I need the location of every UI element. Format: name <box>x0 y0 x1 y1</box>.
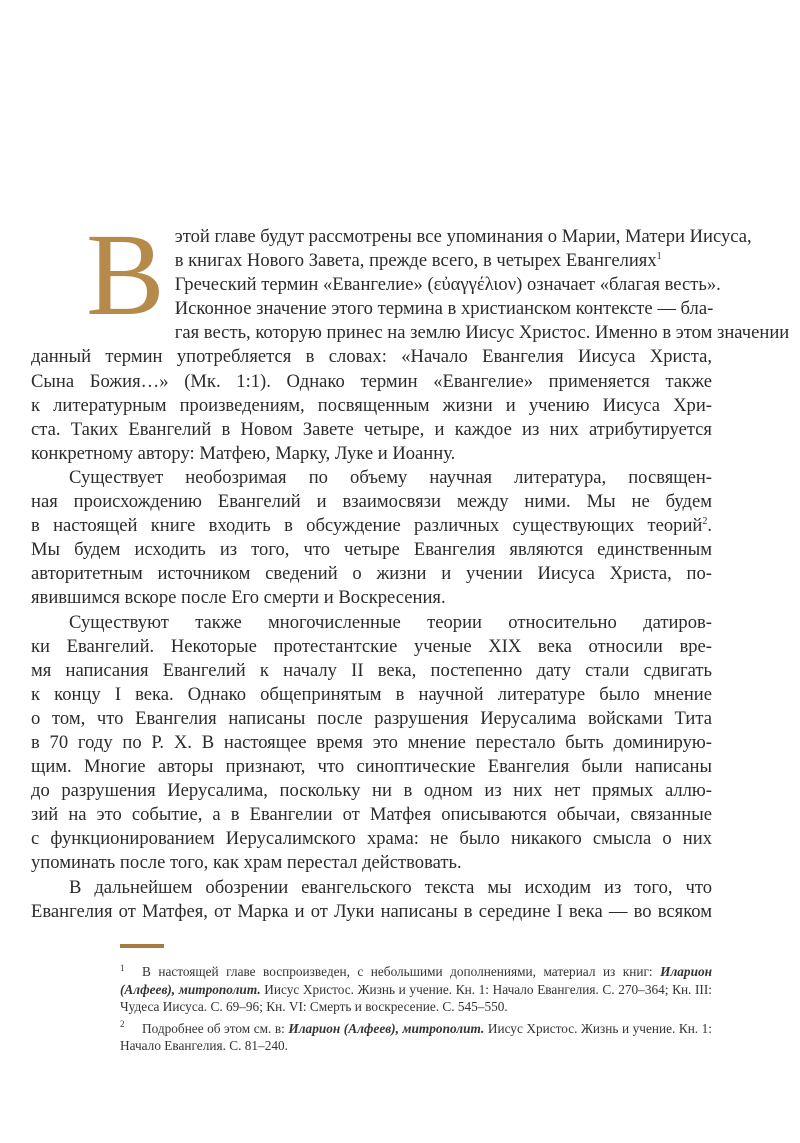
text-line <box>88 249 712 273</box>
text-line: гая весть, которую принес на землю Иисус Христос. Именно в этом значении <box>174 322 790 344</box>
footnote-ref-1[interactable]: 1 <box>656 250 662 262</box>
text-line: к концу I века. Однако общепринятым в научной литературе было мнение <box>31 683 712 705</box>
text-line: Существует необозримая по объему научная литература, посвящен- <box>69 466 712 488</box>
text-line: упоминать после того, как храм перестал действовать. <box>31 852 462 874</box>
text-line: с функционированием Иерусалимского храма: не было никакого смысла о них <box>31 828 712 850</box>
text-line-content: в настоящей книге входить в обсуждение различных существующих теорий <box>31 515 703 537</box>
text-line: о том, что Евангелия написаны после разрушения Иерусалима войсками Тита <box>31 707 712 729</box>
text-line: Сына Божия…» (Мк. 1:1). Однако термин «Евангелие» применяется также <box>31 370 712 392</box>
text-line: этой главе будут рассмотрены все упоминания о Марии, Матери Иисуса, <box>174 226 752 247</box>
text-line: Существуют также многочисленные теории относительно датиров- <box>69 611 712 633</box>
footnote-text: В настоящей главе воспроизведен, с небольшими дополнениями, материал из книг: <box>142 964 661 979</box>
text-line: данный термин употребляется в словах: «Начало Евангелия Иисуса Христа, <box>31 346 712 368</box>
text-line: до разрушения Иерусалима, поскольку ни в одном из них нет прямых аллю- <box>31 780 712 802</box>
text-line: ста. Таких Евангелий в Новом Завете четыре, и каждое из них атрибутируется <box>31 418 712 440</box>
text-line: ки Евангелий. Некоторые протестантские ученые XIX века относили вре- <box>31 635 712 657</box>
footnote-text: Подробнее об этом см. в: <box>142 1020 289 1036</box>
text-line: явившимся вскоре после Его смерти и Воскресения. <box>31 587 446 609</box>
paragraph-2 <box>31 466 712 611</box>
paragraph-1 <box>31 209 790 466</box>
text-line: Греческий термин «Евангелие» (εὐαγγέλιον) означает «благая весть». <box>174 274 721 296</box>
text-line: ная происхождению Евангелий и взаимосвязи между ними. Мы не будем <box>31 491 712 513</box>
text-line: Исконное значение этого термина в христианском контексте — бла- <box>174 298 714 320</box>
text-line: мя написания Евангелий к началу II века, постепенно дату стали сдвигать <box>31 659 712 681</box>
text-line: зий на это событие, а в Евангелии от Матфея описываются обычаи, связанные <box>31 804 712 826</box>
footnote-author: Иларион (Алфеев), митрополит. <box>288 1020 485 1036</box>
text-line-content: в книгах Нового Завета, прежде всего, в четырех Евангелиях <box>174 250 657 272</box>
drop-cap: В <box>86 209 165 340</box>
footnote-separator <box>120 944 164 948</box>
text-line: в настоящей книге входить в обсуждение различных существующих теорий$^2$. <box>31 515 712 537</box>
text-line: Евангелия от Матфея, от Марка и от Луки написаны в середине I века — во всяком <box>31 900 712 922</box>
footnote-author: Иларион (Алфеев), митрополит. <box>120 964 712 997</box>
paragraph-4 <box>31 876 712 924</box>
text-line: к литературным произведениям, посвященным жизни и учению Иисуса Хри- <box>31 394 712 416</box>
text-line: В дальнейшем обозрении евангельского текста мы исходим из того, что <box>69 876 712 898</box>
footnote-text: Иисус Христос. Жизнь и учение. Кн. 1: Начало Евангелия. С. 81–240. <box>120 1020 712 1054</box>
footnote-1: 1 В настоящей главе воспроизведен, с небольшими дополнениями, материал из книг: Иларион (Алфеев), митрополит. Иисус Христос. Жизнь и учение. Кн. 1: Начало Евангелия. С. 270–364; Кн. III: Чудеса Иисуса. С. 69–96; Кн. VI: Смерть и воскресение. С. 545–550. <box>120 962 712 1015</box>
text-line: конкретному автору: Матфею, Марку, Луке и Иоанну. <box>31 442 456 464</box>
text-line: в 70 году по Р. Х. В настоящее время это мнение перестало быть доминирую- <box>31 731 712 753</box>
text-line: Мы будем исходить из того, что четыре Евангелия являются единственным <box>31 539 712 561</box>
footnotes <box>120 963 712 1059</box>
text-line: авторитетным источником сведений о жизни и учении Иисуса Христа, по- <box>31 563 712 585</box>
footnote-2: 2 Подробнее об этом см. в: Иларион (Алфеев), митрополит. Иисус Христос. Жизнь и учение. Кн. 1: Начало Евангелия. С. 81–240. <box>120 1019 712 1054</box>
main-text <box>31 209 790 924</box>
footnote-text: Иисус Христос. Жизнь и учение. Кн. 1: Начало Евангелия. С. 270–364; Кн. III: Чудеса Иисуса. С. 69–96; Кн. VI: Смерть и воскресение. С. 545–550. <box>120 981 712 1015</box>
text-line: щим. Многие авторы признают, что синоптические Евангелия были написаны <box>31 756 712 778</box>
paragraph-3 <box>31 611 712 876</box>
footnote-ref-2[interactable]: 2 <box>702 515 708 527</box>
